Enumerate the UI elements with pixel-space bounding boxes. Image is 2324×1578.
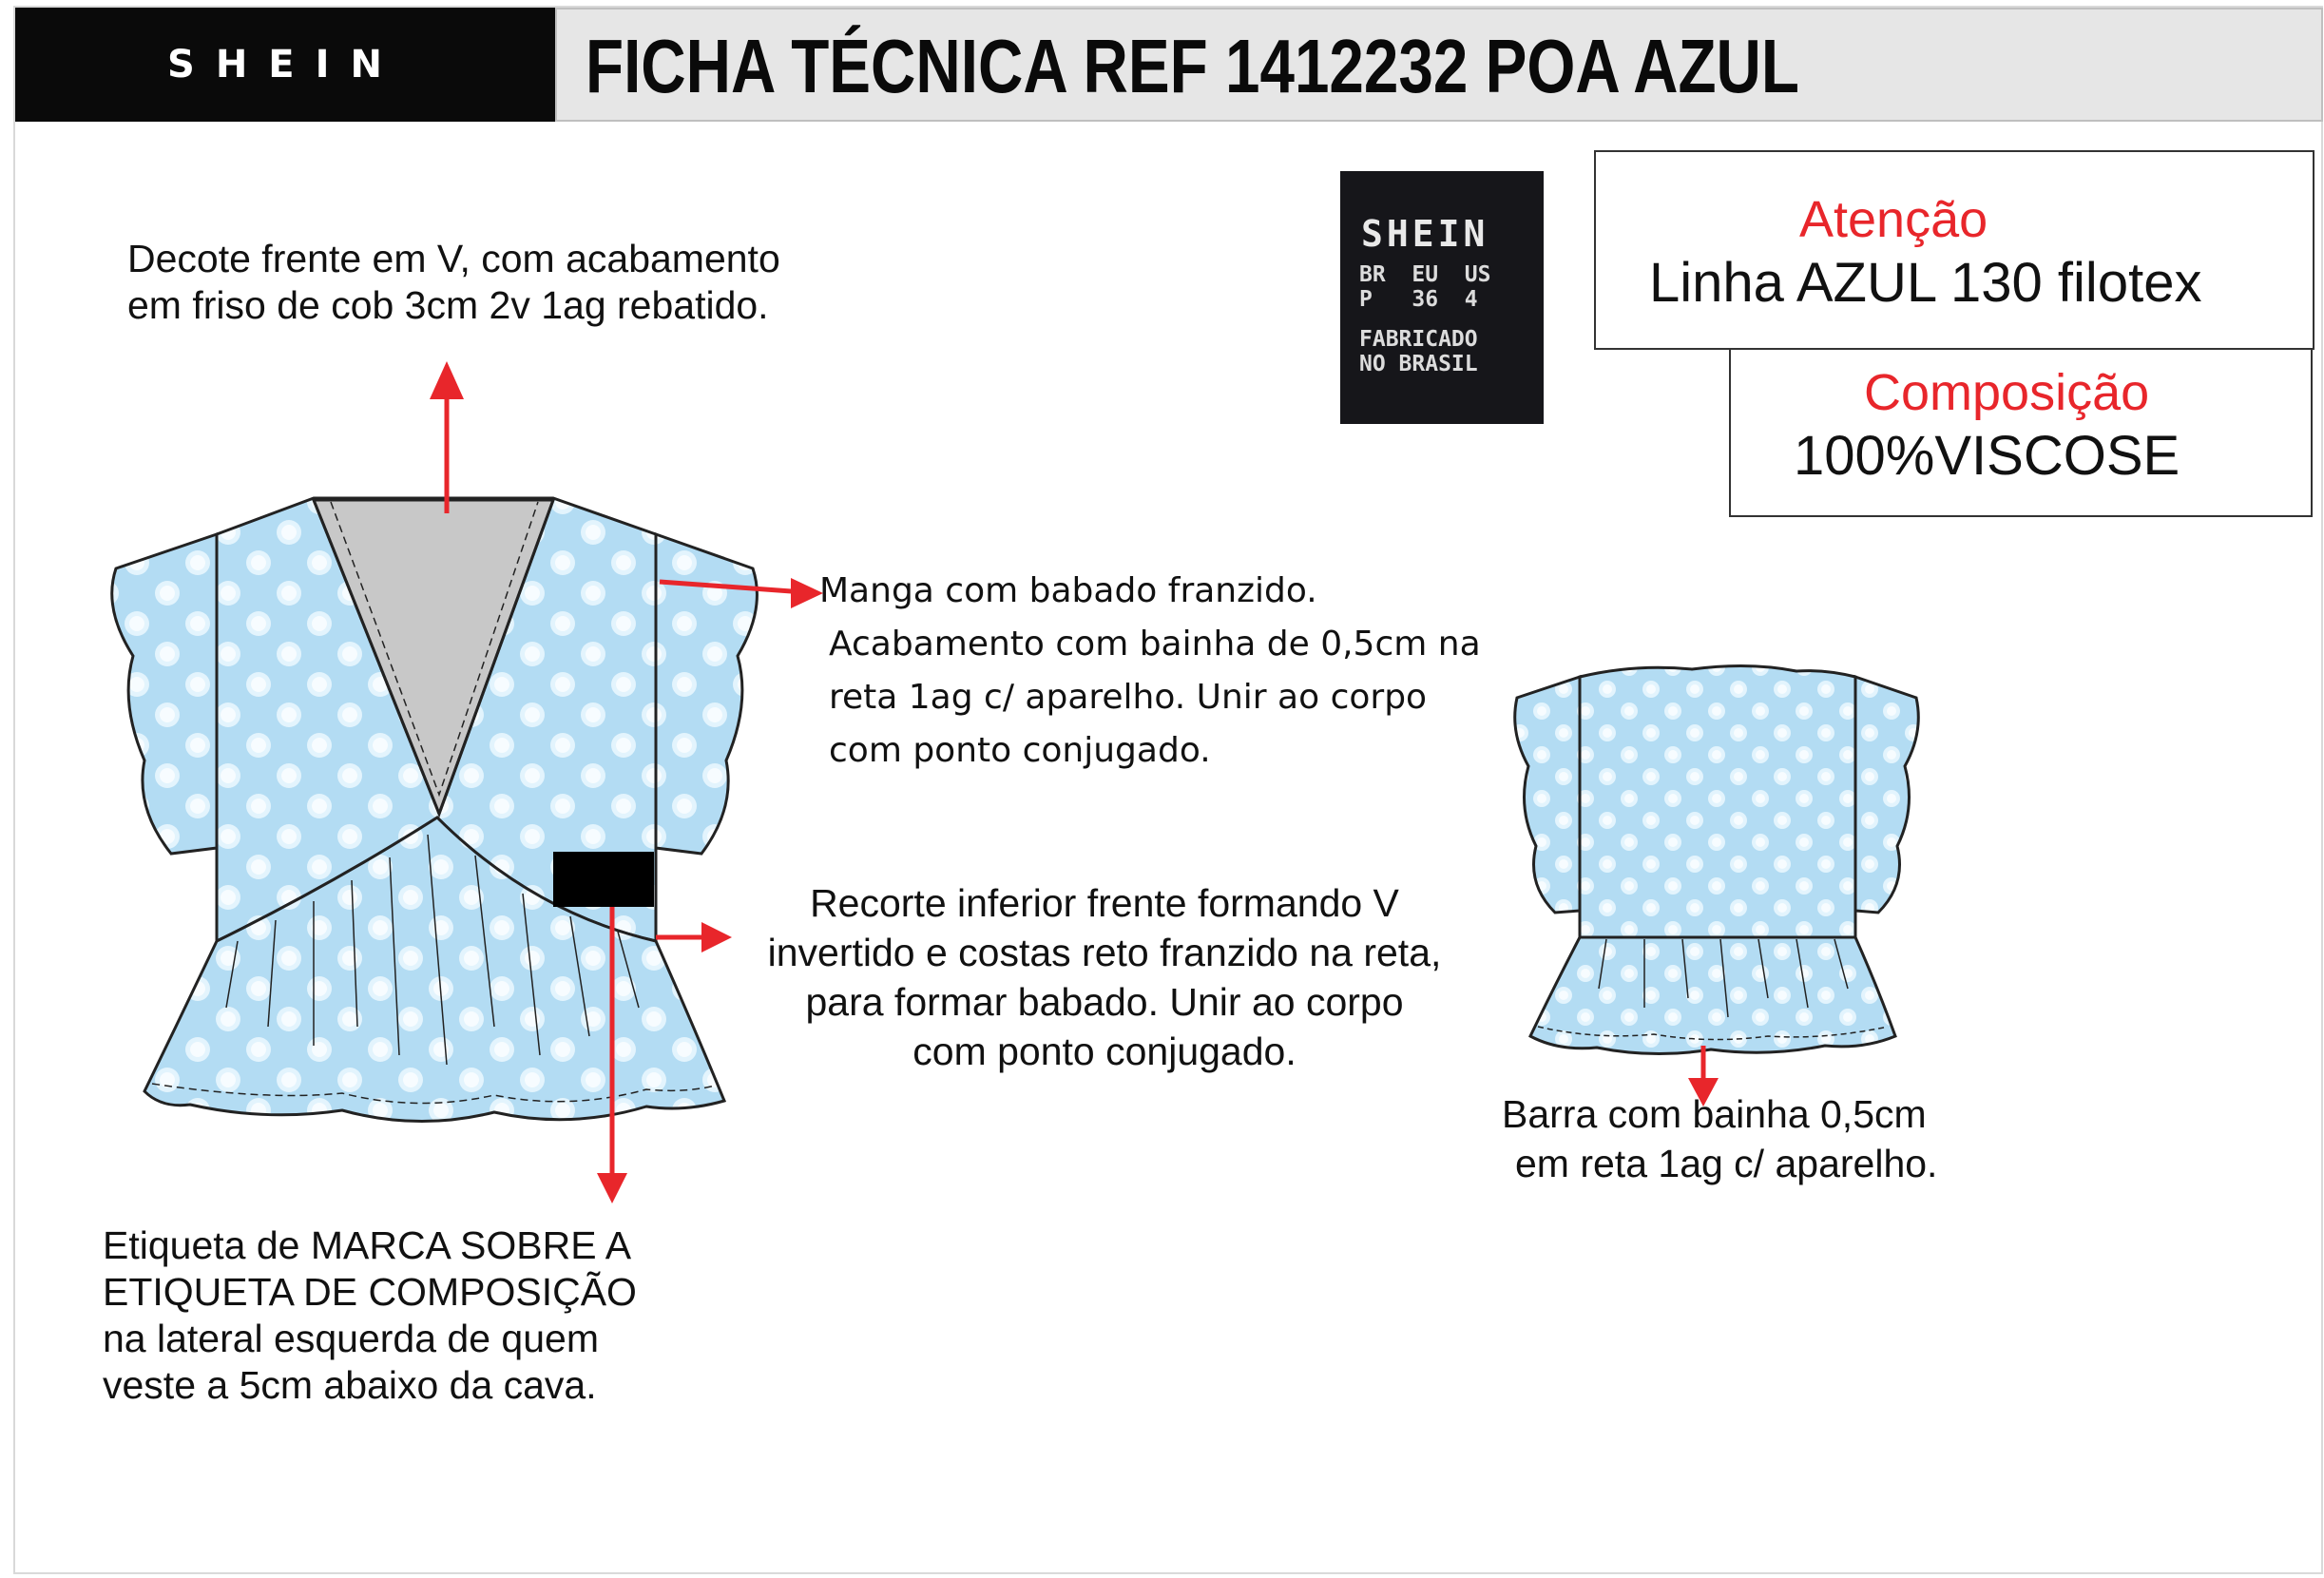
arrowhead-neckline-icon	[430, 361, 464, 399]
note-hem-line2: em reta 1ag c/ aparelho.	[1515, 1142, 1938, 1185]
note-sleeve	[819, 565, 1481, 778]
label-made-line1: FABRICADO	[1359, 327, 1478, 352]
note-lower-cut-line1: Recorte inferior frente formando V	[810, 881, 1399, 925]
note-sleeve-line4: com ponto conjugado.	[829, 731, 1211, 770]
back-peplum	[1530, 937, 1895, 1054]
note-hem-line1: Barra com bainha 0,5cm	[1502, 1092, 1927, 1136]
label-size-values: P 36 4	[1359, 287, 1478, 312]
front-left-sleeve	[112, 534, 217, 854]
front-view	[112, 498, 758, 1122]
note-hem	[1502, 1089, 1937, 1188]
attention-heading: Atenção	[1799, 191, 1988, 248]
back-view	[1515, 665, 1919, 1053]
note-lower-cut-line3: para formar babado. Unir ao corpo	[805, 980, 1404, 1024]
note-lower-cut-line2: invertido e costas reto franzido na reta,	[767, 931, 1442, 974]
note-label-line4: veste a 5cm abaixo da cava.	[103, 1363, 597, 1407]
sheet-title: FICHA TÉCNICA REF 1412232 POA AZUL	[586, 24, 1799, 108]
back-left-sleeve	[1515, 677, 1580, 913]
attention-text: Linha AZUL 130 filotex	[1649, 252, 2202, 314]
note-lower-cut-line4: com ponto conjugado.	[912, 1030, 1296, 1073]
label-made-line2: NO BRASIL	[1359, 352, 1478, 376]
brand-logo: SHEIN	[167, 43, 403, 87]
back-right-sleeve	[1855, 677, 1918, 913]
note-label-position	[103, 1222, 637, 1409]
arrowhead-label-icon	[597, 1173, 627, 1203]
note-label-line3: na lateral esquerda de quem	[103, 1317, 599, 1360]
note-sleeve-line3: reta 1ag c/ aparelho. Unir ao corpo	[829, 678, 1428, 717]
composition-heading: Composição	[1864, 364, 2150, 421]
note-neckline-line2: em friso de cob 3cm 2v 1ag rebatido.	[127, 283, 769, 327]
note-label-line1: Etiqueta de MARCA SOBRE A	[103, 1223, 632, 1267]
label-size-header: BR EU US	[1359, 262, 1491, 287]
note-label-line2: ETIQUETA DE COMPOSIÇÃO	[103, 1270, 637, 1314]
composition-text: 100%VISCOSE	[1794, 425, 2180, 487]
note-neckline-line1: Decote frente em V, com acabamento	[127, 237, 780, 280]
arrowhead-sleeve-icon	[791, 578, 823, 608]
label-brand: SHEIN	[1361, 213, 1489, 255]
back-bodice	[1580, 665, 1855, 937]
note-lower-cut	[724, 878, 1485, 1076]
note-sleeve-line2: Acabamento com bainha de 0,5cm na	[829, 625, 1481, 664]
garment-brand-tag	[553, 852, 654, 907]
note-neckline	[127, 236, 780, 329]
note-sleeve-line1: Manga com babado franzido.	[819, 571, 1317, 610]
